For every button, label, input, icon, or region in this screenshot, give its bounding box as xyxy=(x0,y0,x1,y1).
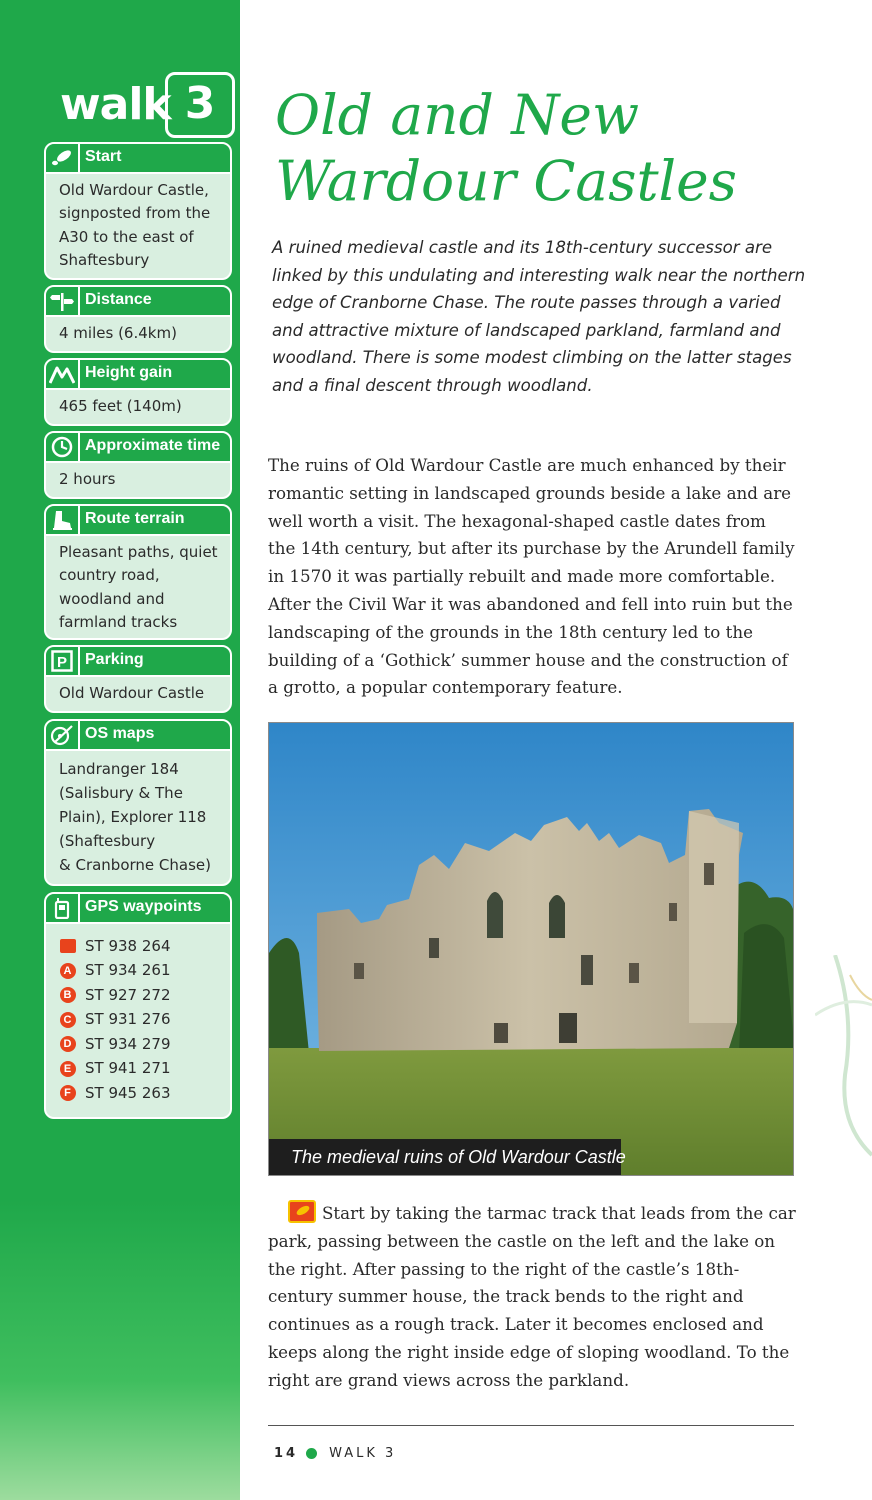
gps-title: GPS waypoints xyxy=(85,898,202,915)
os-maps-header xyxy=(46,721,230,751)
intro-text: A ruined medieval castle and its 18th-century successor are linked by this undulating and interesting walk near the northern edge of Cranborne Chase. The route passes through a varied and attractive mixture of landscaped parkland, farmland and woodland. There is some modest climbing on the latter stages and a final descent through woodland. xyxy=(272,238,806,395)
photo-caption: The medieval ruins of Old Wardour Castle xyxy=(269,1139,621,1175)
terrain-box xyxy=(44,504,232,640)
terrain-line: woodland and xyxy=(59,589,165,608)
parking-header xyxy=(46,647,230,677)
parking-value: Old Wardour Castle xyxy=(59,684,205,702)
os-maps-line: (Shaftesbury xyxy=(59,832,156,850)
waypoint-label: F xyxy=(60,1085,76,1101)
terrain-header xyxy=(46,506,230,536)
waypoint-ref: ST 934 279 xyxy=(85,1034,171,1053)
os-maps-text xyxy=(46,751,230,883)
clock-icon xyxy=(46,433,80,461)
bullet-icon xyxy=(306,1448,317,1459)
waypoint-ref: ST 931 276 xyxy=(85,1010,171,1029)
gps-header xyxy=(46,894,230,924)
os-maps-line: (Salisbury & The xyxy=(59,784,183,802)
waypoint-b xyxy=(59,983,224,1008)
gps-device-icon xyxy=(46,894,80,922)
signpost-icon xyxy=(46,287,80,315)
waypoint-ref: ST 934 261 xyxy=(85,961,171,980)
start-line: A30 to the east of xyxy=(59,227,194,246)
distance-value: 4 miles (6.4km) xyxy=(59,324,177,342)
time-value: 2 hours xyxy=(59,470,116,488)
footer-section: WALK 3 xyxy=(329,1446,397,1461)
time-header xyxy=(46,433,230,463)
waypoint-a xyxy=(59,959,224,984)
terrain-line: country road, xyxy=(59,566,160,585)
waypoint-label: B xyxy=(60,987,76,1003)
time-title: Approximate time xyxy=(85,437,221,454)
start-marker-icon xyxy=(288,1200,316,1223)
waypoint-label: D xyxy=(60,1036,76,1052)
castle-photo xyxy=(268,722,794,1176)
title-line: Wardour Castles xyxy=(275,149,737,213)
direction-paragraph xyxy=(268,1200,796,1395)
parking-box xyxy=(44,645,232,713)
page-title xyxy=(275,82,855,214)
start-marker-icon xyxy=(60,939,76,953)
height-gain-header xyxy=(46,360,230,390)
start-box xyxy=(44,142,232,280)
start-line: signposted from the xyxy=(59,204,211,223)
os-maps-box xyxy=(44,719,232,886)
gps-box xyxy=(44,892,232,1119)
start-line: Old Wardour Castle, xyxy=(59,181,209,199)
terrain-line: Pleasant paths, quiet xyxy=(59,543,218,561)
distance-header xyxy=(46,287,230,317)
terrain-line: farmland tracks xyxy=(59,612,178,631)
waypoint-f xyxy=(59,1081,224,1106)
boot-icon xyxy=(46,506,80,534)
map-fragment xyxy=(815,955,872,1175)
title-line: Old and New xyxy=(275,83,640,147)
distance-box xyxy=(44,285,232,353)
height-gain-box xyxy=(44,358,232,426)
waypoint-ref: ST 945 263 xyxy=(85,1083,171,1102)
waypoint-ref: ST 941 271 xyxy=(85,1059,171,1078)
start-text xyxy=(46,174,230,278)
walk-number: 3 xyxy=(165,72,235,138)
compass-icon xyxy=(46,721,80,749)
os-maps-line: Plain), Explorer 118 xyxy=(59,808,207,826)
sidebar xyxy=(0,0,240,1500)
page-footer xyxy=(274,1446,396,1461)
mountain-icon xyxy=(46,360,80,388)
os-maps-line: Landranger 184 xyxy=(59,760,179,778)
start-line: Shaftesbury xyxy=(59,250,150,269)
os-maps-title: OS maps xyxy=(85,725,155,742)
waypoint-label: A xyxy=(60,963,76,979)
terrain-title: Route terrain xyxy=(85,510,185,527)
walk-label: walk xyxy=(60,79,171,130)
waypoint-c xyxy=(59,1008,224,1033)
gps-list xyxy=(46,924,230,1112)
waypoint-label: C xyxy=(60,1012,76,1028)
footer-rule xyxy=(268,1425,794,1426)
direction-text: Start by taking the tarmac track that leads from the car park, passing between the castle on the left and the lake on the right. After passing to the right of the castle’s 18th-century summer house, the track bends to the right and continues as a rough track. Later it becomes enclosed and keeps along the right inside edge of sloping woodland. To the right are grand views across the parkland. xyxy=(268,1203,796,1390)
castle-illustration xyxy=(269,723,794,1176)
terrain-text xyxy=(46,536,230,640)
waypoint-ref: ST 927 272 xyxy=(85,985,171,1004)
waypoint-e xyxy=(59,1057,224,1082)
waypoint-ref: ST 938 264 xyxy=(85,936,171,955)
page-number: 14 xyxy=(274,1446,299,1461)
body-paragraph: The ruins of Old Wardour Castle are much enhanced by their romantic setting in landscaped grounds beside a lake and are well worth a visit. The hexagonal-shaped castle dates from the 14th century, but after its purchase by the Arundell family in 1570 it was partially rebuilt and made more comfortable. After the Civil War it was abandoned and fell into ruin but the landscaping of the grounds in the 18th century led to the building of a ‘Gothick’ summer house and the construction of a grotto, a popular contemporary feature. xyxy=(268,455,795,698)
waypoint-start xyxy=(59,934,224,959)
parking-title: Parking xyxy=(85,651,144,668)
footprint-icon xyxy=(46,144,80,172)
svg-text:P: P xyxy=(56,654,68,671)
start-title: Start xyxy=(85,148,122,165)
start-header xyxy=(46,144,230,174)
waypoint-label: E xyxy=(60,1061,76,1077)
parking-icon xyxy=(46,647,80,675)
distance-title: Distance xyxy=(85,291,152,308)
height-gain-value: 465 feet (140m) xyxy=(59,397,182,415)
time-box xyxy=(44,431,232,499)
height-gain-title: Height gain xyxy=(85,364,173,381)
os-maps-line: & Cranborne Chase) xyxy=(59,856,211,874)
waypoint-d xyxy=(59,1032,224,1057)
